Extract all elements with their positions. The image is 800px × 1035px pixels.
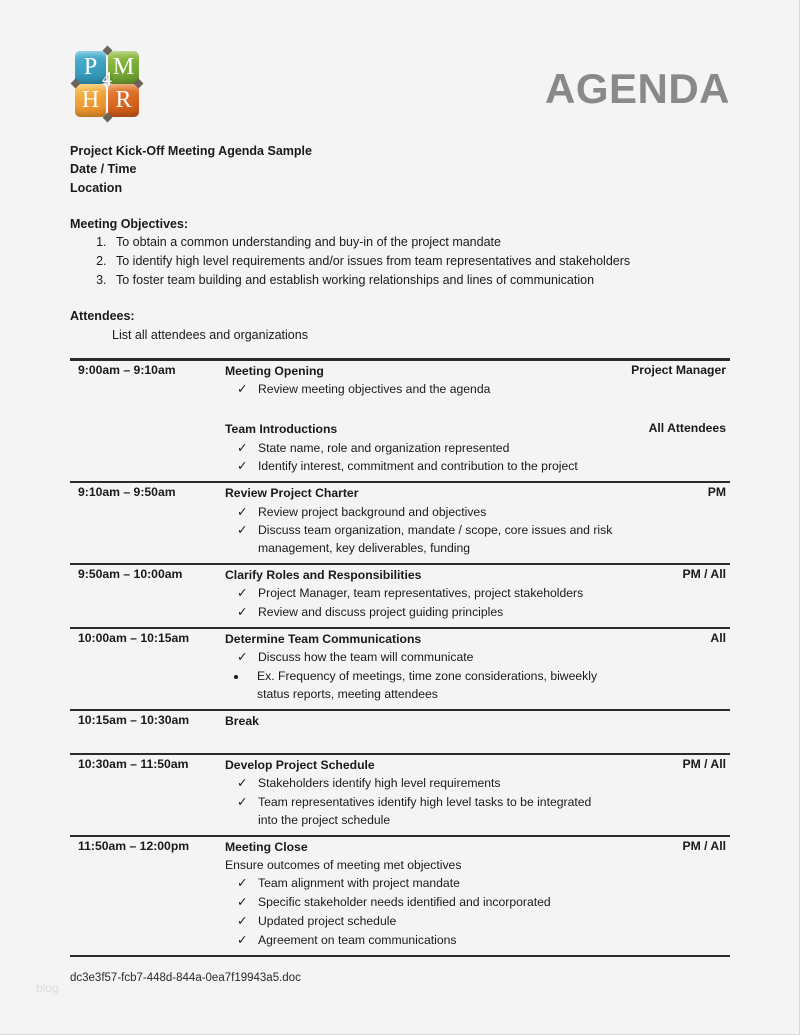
- logo-center-four: 4: [102, 68, 112, 90]
- list-item: [225, 522, 614, 558]
- table-bottom-border: [70, 956, 730, 957]
- list-item: [225, 668, 614, 704]
- list-item-label: Review and discuss project guiding principles: [258, 605, 504, 620]
- check-icon: ✓: [237, 895, 248, 910]
- row-owner-primary: Project Manager: [631, 363, 726, 378]
- list-item-label: Updated project schedule: [258, 914, 397, 929]
- list-item-label: Team alignment with project mandate: [258, 876, 460, 891]
- list-item: [225, 381, 614, 399]
- check-icon: ✓: [237, 440, 248, 455]
- table-row: [70, 754, 730, 836]
- list-item: [225, 794, 614, 830]
- check-icon: ✓: [237, 932, 248, 947]
- topic-heading: Develop Project Schedule: [225, 758, 375, 773]
- list-item: [225, 440, 614, 458]
- list-item: [225, 504, 614, 522]
- list-item: 1. To obtain a common understanding and buy-in of the project mandate: [110, 233, 730, 252]
- topic-check-list: [225, 585, 614, 622]
- meeting-objectives-heading: Meeting Objectives:: [70, 217, 189, 232]
- intro-line-location: Location: [70, 180, 123, 195]
- logo-cell-h: H: [75, 84, 106, 117]
- list-item: [225, 775, 614, 793]
- topic-plain-text: Ensure outcomes of meeting met objectives: [225, 858, 462, 873]
- topic-heading: Determine Team Communications: [225, 631, 422, 646]
- row-topic: [225, 836, 620, 956]
- topic-check-list: [225, 875, 614, 949]
- row-owner: PM / All: [620, 836, 730, 956]
- row-owner: PM: [620, 482, 730, 564]
- check-icon: ✓: [237, 876, 248, 891]
- row-owner: All: [620, 628, 730, 710]
- list-item: [225, 585, 614, 603]
- check-icon: ✓: [237, 605, 248, 620]
- attendees-heading: Attendees:: [70, 309, 135, 324]
- row-owner: PM / All: [620, 754, 730, 836]
- list-item-label: Discuss team organization, mandate / scope, core issues and risk management, key deliverables, funding: [258, 523, 613, 556]
- row-time: 10:00am – 10:15am: [70, 628, 225, 710]
- list-item-label: Agreement on team communications: [258, 932, 457, 947]
- row-time: 10:30am – 11:50am: [70, 754, 225, 836]
- list-item: [225, 604, 614, 622]
- topic-check-list: [225, 649, 614, 667]
- check-icon: ✓: [237, 914, 248, 929]
- list-item: [225, 875, 614, 893]
- list-item: [225, 913, 614, 931]
- intro-block: [70, 142, 730, 197]
- topic-check-list: [225, 381, 614, 399]
- row-time: 11:50am – 12:00pm: [70, 836, 225, 956]
- table-row: [70, 360, 730, 483]
- list-item: 2. To identify high level requirements and/or issues from team representatives and stakeholders: [110, 252, 730, 271]
- row-time: 10:15am – 10:30am: [70, 710, 225, 754]
- row-topic: [225, 710, 620, 754]
- list-item-label: Review project background and objectives: [258, 504, 487, 519]
- agenda-table: [70, 358, 730, 957]
- list-item: 3. To foster team building and establish working relationships and lines of communication: [110, 271, 730, 290]
- row-time: 9:10am – 9:50am: [70, 482, 225, 564]
- topic-heading: Clarify Roles and Responsibilities: [225, 567, 422, 582]
- attendees-text: List all attendees and organizations: [112, 328, 308, 343]
- check-icon: ✓: [237, 459, 248, 474]
- row-topic: [225, 482, 620, 564]
- row-time: 9:00am – 9:10am: [70, 360, 225, 483]
- table-row: [70, 710, 730, 754]
- blog-watermark: blog: [36, 981, 59, 995]
- check-icon: ✓: [237, 523, 248, 538]
- list-item-label: Project Manager, team representatives, project stakeholders: [258, 586, 584, 601]
- row-owner: [620, 360, 730, 483]
- row-owner-secondary: All Attendees: [648, 421, 726, 436]
- intro-line-title: Project Kick-Off Meeting Agenda Sample: [70, 144, 312, 158]
- row-topic: [225, 754, 620, 836]
- row-topic: [225, 628, 620, 710]
- document-header: [70, 0, 730, 120]
- list-item-label: Specific stakeholder needs identified and incorporated: [258, 895, 551, 910]
- check-icon: ✓: [237, 586, 248, 601]
- list-item: [225, 932, 614, 950]
- row-owner: [620, 710, 730, 754]
- pm4hr-logo: [73, 48, 141, 120]
- page-title: AGENDA: [544, 65, 730, 112]
- list-item-label: Identify interest, commitment and contribution to the project: [258, 459, 578, 474]
- table-row: [70, 836, 730, 956]
- list-item: [225, 458, 614, 476]
- check-icon: ✓: [237, 504, 248, 519]
- table-row: [70, 564, 730, 628]
- topic-heading: Meeting Close: [225, 839, 308, 854]
- logo-cell-m: M: [108, 51, 139, 84]
- list-item-label: Stakeholders identify high level requirements: [258, 776, 501, 791]
- table-row: [70, 628, 730, 710]
- logo-cell-p: P: [75, 51, 106, 84]
- list-item-label: Team representatives identify high level tasks to be integrated into the project schedule: [258, 795, 592, 827]
- document-body: [70, 0, 730, 957]
- row-topic: [225, 360, 620, 483]
- list-item-label: Ex. Frequency of meetings, time zone considerations, biweekly status reports, meeting attendees: [257, 669, 598, 701]
- list-item-label: Discuss how the team will communicate: [258, 650, 474, 665]
- list-item-label: Review meeting objectives and the agenda: [258, 382, 491, 397]
- topic-bullet-list: [225, 668, 614, 704]
- topic-check-list: [225, 775, 614, 829]
- topic-heading: Team Introductions: [225, 422, 338, 437]
- intro-line-datetime: Date / Time: [70, 162, 137, 177]
- topic-heading: Break: [225, 713, 259, 728]
- table-row: [70, 482, 730, 564]
- topic-heading: Review Project Charter: [225, 486, 359, 501]
- meeting-objectives-list: [70, 233, 730, 289]
- check-icon: ✓: [237, 382, 248, 397]
- row-topic: [225, 564, 620, 628]
- row-owner: PM / All: [620, 564, 730, 628]
- topic-check-list: [225, 440, 614, 477]
- logo-cell-r: R: [108, 84, 139, 117]
- footer-filename: dc3e3f57-fcb7-448d-844a-0ea7f19943a5.doc: [70, 972, 301, 984]
- check-icon: ✓: [237, 650, 248, 665]
- list-item: [225, 894, 614, 912]
- topic-heading: Meeting Opening: [225, 364, 324, 379]
- list-item: [225, 649, 614, 667]
- check-icon: ✓: [237, 776, 248, 791]
- list-item-label: State name, role and organization represented: [258, 440, 510, 455]
- bullet-icon: [234, 675, 238, 679]
- row-time: 9:50am – 10:00am: [70, 564, 225, 628]
- check-icon: ✓: [237, 795, 248, 810]
- topic-check-list: [225, 504, 614, 558]
